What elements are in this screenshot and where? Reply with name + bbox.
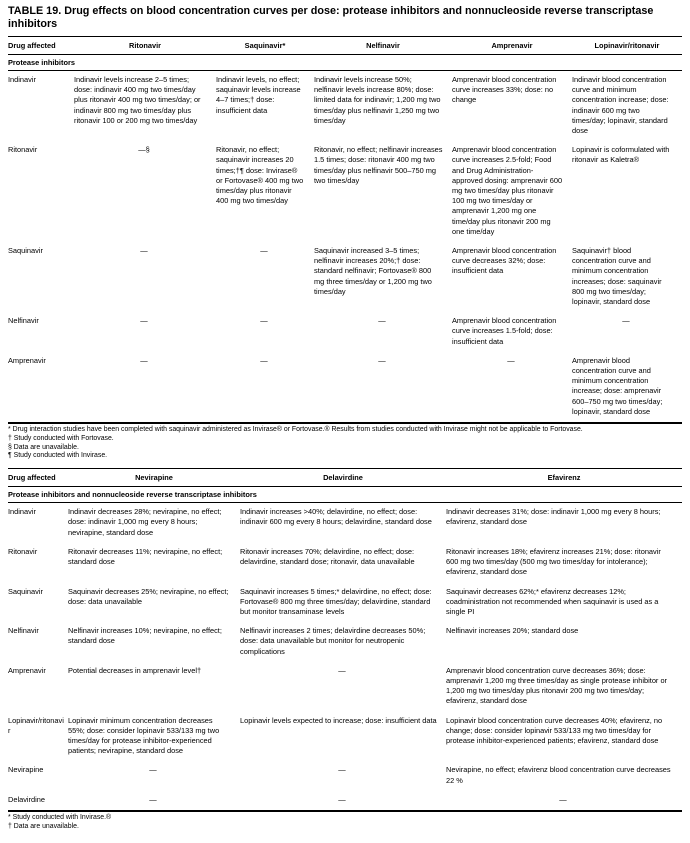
footnote-dagger: † Study conducted with Fortovase. <box>8 434 114 442</box>
table-cell: —§ <box>138 145 150 155</box>
nnrti-interactions-table <box>8 468 682 812</box>
table-cell: Saquinavir increases 5 times;* delavirdine, no effect; dose: Fortovase® 800 mg three times/day; delavirdine, standard but monitor transaminase levels <box>240 586 432 616</box>
table-cell: Ritonavir increases 18%; efavirenz increases 21%; dose: ritonavir 600 mg two times/day (500 mg two times/day for intolerance); efavirenz, standard dose <box>446 546 661 577</box>
section-row <box>8 55 682 71</box>
section-row <box>8 487 682 503</box>
table-row-nelfinavir <box>8 312 682 352</box>
table-cell: — <box>378 355 386 365</box>
table-cell: — <box>338 794 346 804</box>
table-cell: Amprenavir blood concentration curve decreases 32%; dose: insufficient data <box>452 246 557 276</box>
table1-footnotes <box>8 426 682 461</box>
col-header-efavirenz: Efavirenz <box>547 473 581 483</box>
table-row-saquinavir <box>8 583 682 623</box>
table-row-ritonavir <box>8 543 682 583</box>
table-cell: — <box>149 794 157 804</box>
header-row <box>8 37 682 55</box>
header-row <box>8 469 682 487</box>
table-row-lopinavir-ritonavir <box>8 712 682 762</box>
table-cell: — <box>260 316 268 326</box>
table-cell: Nelfinavir increases 10%; nevirapine, no effect; standard dose <box>68 626 222 646</box>
table-cell: Amprenavir blood concentration curve and minimum concentration increase; dose: amprenavir 600–750 mg two times/day; lopinavir, standard dose <box>572 355 663 416</box>
table-cell: Indinavir levels increase 2–5 times; dose: indinavir 400 mg two times/day plus ritonavir 400 mg two times/day; or indinavir 800 mg two times/day plus ritonavir 100 or 200 mg two times/day <box>74 75 201 125</box>
col-header-delavirdine: Delavirdine <box>323 473 363 483</box>
table-cell: Amprenavir blood concentration curve decreases 36%; dose: amprenavir 1,200 mg three times/day as single protease inhibitor or 1,200 mg two times/day plus ritonavir 200 mg two times/day; efavirenz, standard dose <box>446 665 668 706</box>
table-cell: Amprenavir blood concentration curve increases 2.5-fold; Food and Drug Administration-approved dosing: amprenavir 600 mg two times/day plus ritonavir 100 mg two times/day or amprenavir 1,200 mg one time/day plus ritonavir 200 mg one time/day <box>452 145 563 236</box>
drug-name: Nelfinavir <box>8 626 39 636</box>
table-cell: Saquinavir decreases 25%; nevirapine, no effect; dose: data unavailable <box>68 586 229 606</box>
table-row-amprenavir <box>8 352 682 423</box>
table-row-indinavir <box>8 71 682 142</box>
drug-name: Amprenavir <box>8 355 46 365</box>
table-cell: Ritonavir, no effect; nelfinavir increases 1.5 times; dose: ritonavir 400 mg two times/day plus nelfinavir 500–750 mg two times/day <box>314 145 443 185</box>
drug-name: Delavirdine <box>8 794 45 804</box>
col-header-ritonavir: Ritonavir <box>128 41 162 50</box>
table-cell: — <box>378 316 386 326</box>
col-header-lopinavir-ritonavir: Lopinavir/ritonavir <box>594 41 660 50</box>
table-cell: — <box>260 355 268 365</box>
table-row-amprenavir <box>8 662 682 712</box>
col-header-nelfinavir: Nelfinavir <box>366 41 400 50</box>
drug-name: Nelfinavir <box>8 316 39 326</box>
footnote-asterisk: * Study conducted with Invirase.® <box>8 813 112 821</box>
table-cell: Ritonavir, no effect; saquinavir increases 20 times;†¶ dose: Invirase® or Fortovase® 400 mg two times/day plus ritonavir 400 mg two times/day <box>216 145 304 206</box>
table-cell: Nelfinavir increases 2 times; delavirdine decreases 50%; dose: data unavailable but monitor for neutropenic complications <box>240 626 426 656</box>
section-label: Protease inhibitors <box>8 55 682 71</box>
table-cell: — <box>559 794 567 804</box>
table-cell: Saquinavir increased 3–5 times; nelfinavir increases 20%;† dose: standard nelfinavir; Fortovase® 800 mg three times/day or 1,200 mg two times/day <box>314 246 432 296</box>
drug-name: Lopinavir/ritonavir <box>8 715 64 735</box>
table-cell: Ritonavir decreases 11%; nevirapine, no effect; standard dose <box>68 546 223 567</box>
col-header-saquinavir: Saquinavir* <box>244 41 286 50</box>
table-cell: Indinavir decreases 31%; dose: indinavir 1,000 mg every 8 hours; efavirenz, standard dose <box>446 507 661 527</box>
drug-name: Indinavir <box>8 75 36 84</box>
drug-name: Indinavir <box>8 507 36 517</box>
col-header-drug-affected: Drug affected <box>8 41 56 50</box>
table-cell: Indinavir decreases 28%; nevirapine, no effect; dose: indinavir 1,000 mg every 8 hours; nevirapine, standard dose <box>68 507 222 537</box>
footnote-section: § Data are unavailable. <box>8 443 79 451</box>
table-cell: Indinavir levels, no effect; saquinavir levels increase 4–7 times;† dose: insufficient data <box>216 75 301 115</box>
table-cell: Saquinavir decreases 62%;* efavirenz decreases 12%; coadministration not recommended when saquinavir is used as a single PI <box>446 586 659 616</box>
table-cell: Saquinavir† blood concentration curve and minimum concentration increases; dose: saquinavir 800 mg two times/day; lopinavir, standard dose <box>572 246 662 307</box>
table-cell: — <box>622 316 630 326</box>
drug-name: Ritonavir <box>8 546 38 556</box>
table-cell: — <box>140 246 148 256</box>
table-cell: Amprenavir blood concentration curve increases 33%; dose: no change <box>452 75 557 105</box>
table-cell: — <box>149 765 157 775</box>
table-cell: — <box>507 355 515 365</box>
table-row-ritonavir <box>8 141 682 242</box>
table-cell: Lopinavir minimum concentration decreases 55%; dose: consider lopinavir 533/133 mg two times/day for protease inhibitor-experienced patients; nevirapine, standard dose <box>68 715 220 756</box>
table-cell: Indinavir levels increase 50%; nelfinavir levels increase 80%; dose: limited data for indinavir; 1,200 mg two times/day plus nelfinavir 1,250 mg two times/day <box>314 75 441 125</box>
col-header-nevirapine: Nevirapine <box>135 473 173 483</box>
table-title: TABLE 19. Drug effects on blood concentration curves per dose: protease inhibitors and nonnucleoside reverse transcriptase inhibitors <box>8 5 654 30</box>
table-cell: Lopinavir blood concentration curve decreases 40%; efavirenz, no change; dose: consider lopinavir 533/133 mg two times/day for protease inhibitor-experienced patients; efavirenz, standard dose <box>446 715 663 745</box>
table-row-nelfinavir <box>8 622 682 662</box>
table-row-delavirdine <box>8 791 682 811</box>
table-row-indinavir <box>8 503 682 543</box>
footnote-asterisk: * Drug interaction studies have been completed with saquinavir administered as Invirase® or Fortovase.® Results from studies conducted with Invirase might not be applicable to Fortovase. <box>8 426 583 434</box>
table-cell: Ritonavir increases 70%; delavirdine, no effect; dose: delavirdine, standard dose; ritonavir, data unavailable <box>240 546 415 567</box>
table-cell: — <box>140 316 148 326</box>
drug-name: Ritonavir <box>8 145 38 155</box>
table-cell: — <box>338 765 346 775</box>
table-row-saquinavir <box>8 242 682 312</box>
table-cell: Nelfinavir increases 20%; standard dose <box>446 626 579 636</box>
table-cell: — <box>338 665 346 675</box>
drug-name: Nevirapine <box>8 765 44 775</box>
drug-name: Amprenavir <box>8 665 46 675</box>
section-label: Protease inhibitors and nonnucleoside reverse transcriptase inhibitors <box>8 487 682 503</box>
col-header-drug-affected: Drug affected <box>8 473 56 483</box>
table-cell: Indinavir increases >40%; delavirdine, no effect; dose: indinavir 600 mg every 8 hours; delavirdine, standard dose <box>240 507 432 527</box>
footnote-pilcrow: ¶ Study conducted with Invirase. <box>8 452 108 460</box>
table-cell: Lopinavir is coformulated with ritonavir as Kaletra® <box>572 145 670 165</box>
table-cell: Indinavir blood concentration curve and minimum concentration increase; dose: indinavir 600 mg two times/day; lopinavir, standard dose <box>572 75 669 136</box>
table-cell: — <box>140 355 148 365</box>
table-row-nevirapine <box>8 761 682 790</box>
table2-footnotes <box>8 814 682 832</box>
table-cell: Amprenavir blood concentration curve increases 1.5-fold; dose: insufficient data <box>452 316 557 346</box>
table-cell: Potential decreases in amprenavir level† <box>68 665 202 675</box>
drug-name: Saquinavir <box>8 246 43 256</box>
table-cell: Lopinavir levels expected to increase; dose: insufficient data <box>240 715 437 725</box>
drug-name: Saquinavir <box>8 586 43 596</box>
footnote-dagger: † Data are unavailable. <box>8 822 79 830</box>
col-header-amprenavir: Amprenavir <box>491 41 533 50</box>
protease-inhibitor-interactions-table <box>8 36 682 424</box>
table-cell: — <box>260 246 268 256</box>
table-cell: Nevirapine, no effect; efavirenz blood concentration curve decreases 22 % <box>446 765 671 785</box>
